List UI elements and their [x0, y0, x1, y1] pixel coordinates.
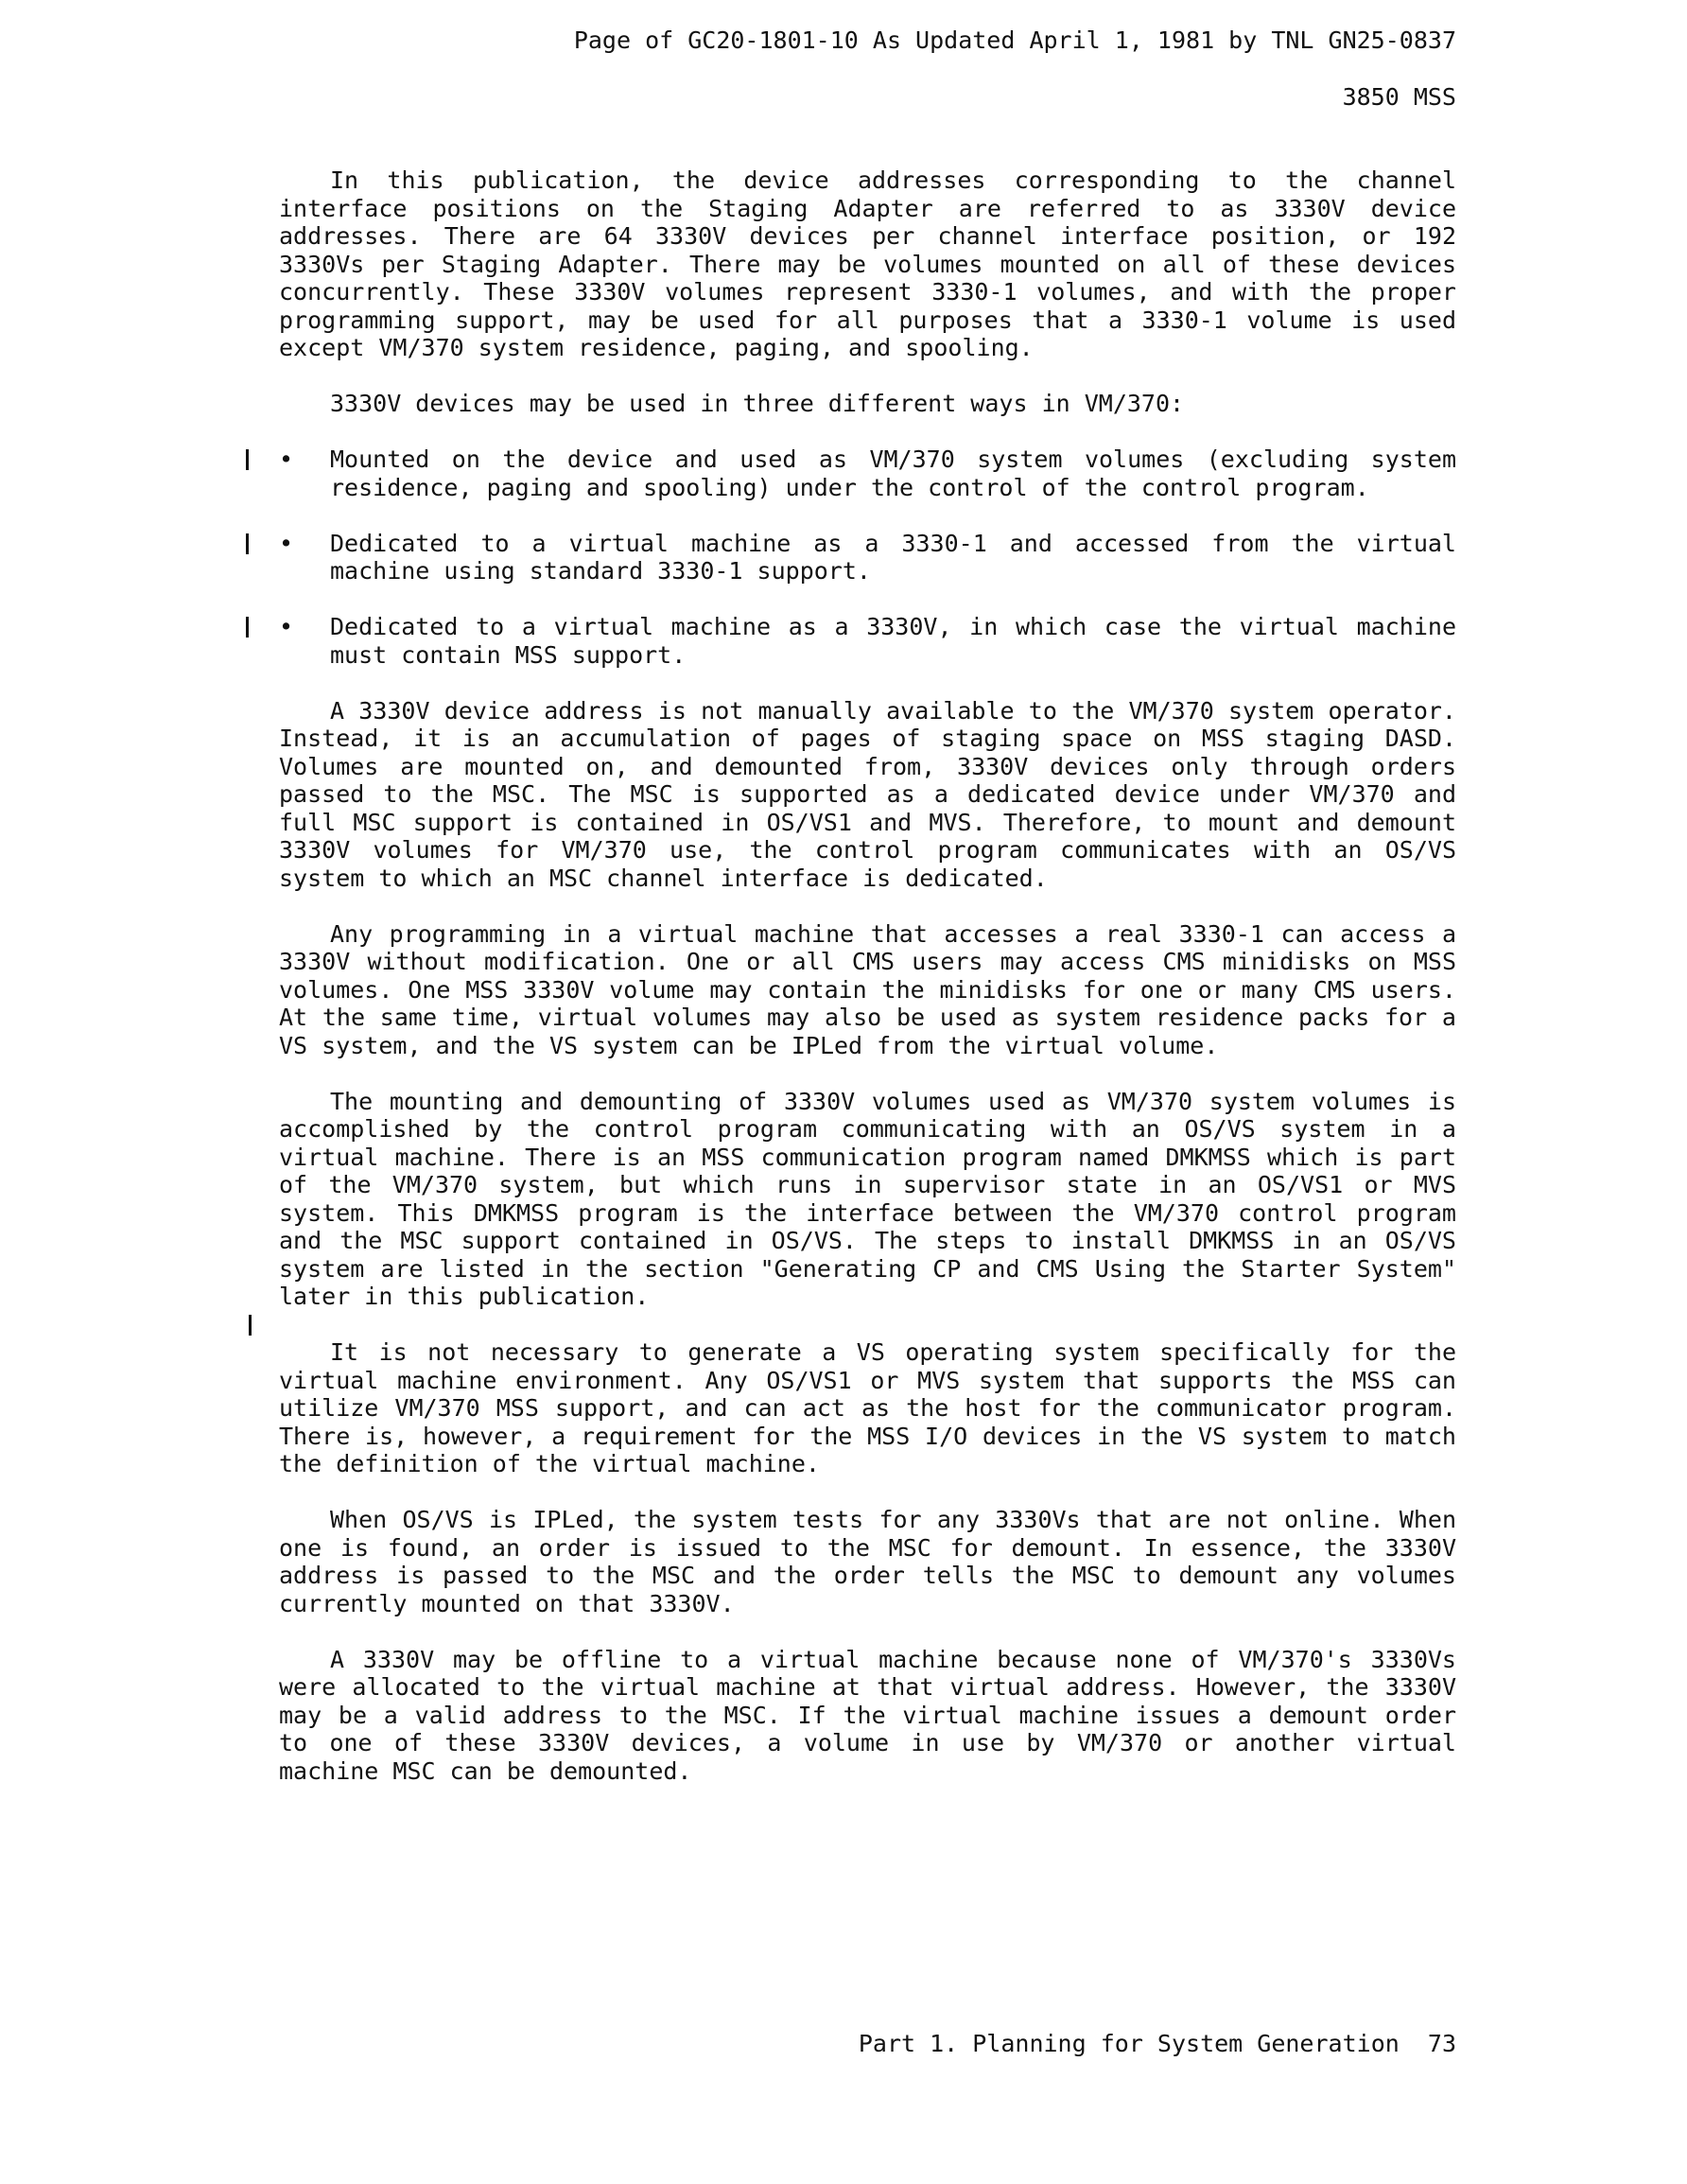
paragraph: The mounting and demounting of 3330V volumes used as VM/370 system volumes is accomplished by the control program communicating with an OS/VS system in a virtual machine. There is an MSS communication program named DMKMSS which is part of the VM/370 system, but which runs in supervisor state in an OS/VS1 or MVS system. This DMKMSS program is the interface between the VM/370 control program and the MSC support contained in OS/VS. The steps to install DMKMSS in an OS/VS system are listed in the section "Generating CP and CMS Using the Starter System" later in this publication.: [279, 1087, 1456, 1310]
paragraph: A 3330V device address is not manually available to the VM/370 system operator. Instead, it is an accumulation of pages of staging space on MSS staging DASD. Volumes are mounted on, and demounted from, 3330V devices only through orders passed to the MSC. The MSC is supported as a dedicated device under VM/370 and full MSC support is contained in OS/VS1 and MVS. Therefore, to mount and demount 3330V volumes for VM/370 use, the control program communicates with an OS/VS system to which an MSC channel interface is dedicated.: [279, 696, 1456, 892]
bullet-list: [279, 446, 1456, 669]
list-item-text: Dedicated to a virtual machine as a 3330V, in which case the virtual machine must contain MSS support.: [330, 613, 1456, 669]
list-item: [279, 613, 1456, 669]
list-item-text: Dedicated to a virtual machine as a 3330-1 and accessed from the virtual machine using standard 3330-1 support.: [330, 529, 1456, 585]
revision-bar: [249, 1315, 252, 1336]
paragraph: 3330V devices may be used in three different ways in VM/370:: [330, 390, 1185, 417]
body-text: [279, 166, 1456, 1813]
page-header: [446, 26, 1456, 112]
paragraph: In this publication, the device addresses corresponding to the channel interface positions on the Staging Adapter are referred to as 3330V device addresses. There are 64 3330V devices per channel interface position, or 192 3330Vs per Staging Adapter. There may be volumes mounted on all of these devices concurrently. These 3330V volumes represent 3330-1 volumes, and with the proper programming support, may be used for all purposes that a 3330-1 volume is used except VM/370 system residence, paging, and spooling.: [279, 166, 1456, 361]
paragraph: It is not necessary to generate a VS operating system specifically for the virtual machine environment. Any OS/VS1 or MVS system that supports the MSS can utilize VM/370 MSS support, and can act as the host for the communicator program. There is, however, a requirement for the MSS I/O devices in the VS system to match the definition of the virtual machine.: [279, 1338, 1456, 1477]
bullet-icon: •: [279, 529, 294, 557]
revision-bar: [246, 449, 249, 470]
header-section-title: 3850 MSS: [1342, 83, 1456, 111]
paragraph: A 3330V may be offline to a virtual machine because none of VM/370's 3330Vs were allocated to the virtual machine at that virtual address. However, the 3330V may be a valid address to the MSC. If the virtual machine issues a demount order to one of these 3330V devices, a volume in use by VM/370 or another virtual machine MSC can be demounted.: [279, 1645, 1456, 1785]
revision-bar: [246, 617, 249, 638]
list-item: [279, 530, 1456, 585]
paragraph: When OS/VS is IPLed, the system tests for any 3330Vs that are not online. When one is found, an order is issued to the MSC for demount. In essence, the 3330V address is passed to the MSC and the order tells the MSC to demount any volumes currently mounted on that 3330V.: [279, 1506, 1456, 1617]
bullet-icon: •: [279, 613, 294, 640]
header-publication-line: Page of GC20-1801-10 As Updated April 1, 1981 by TNL GN25-0837: [573, 26, 1456, 54]
bullet-icon: •: [279, 446, 294, 473]
paragraph: Any programming in a virtual machine that accesses a real 3330-1 can access a 3330V without modification. One or all CMS users may access CMS minidisks on MSS volumes. One MSS 3330V volume may contain the minidisks for one or many CMS users. At the same time, virtual volumes may also be used as system residence packs for a VS system, and the VS system can be IPLed from the virtual volume.: [279, 919, 1456, 1059]
list-item: [279, 446, 1456, 501]
revision-bar: [246, 533, 249, 554]
list-item-text: Mounted on the device and used as VM/370 system volumes (excluding system residence, paging and spooling) under the control of the control program.: [330, 446, 1456, 501]
page-footer: Part 1. Planning for System Generation 73: [858, 2030, 1456, 2057]
